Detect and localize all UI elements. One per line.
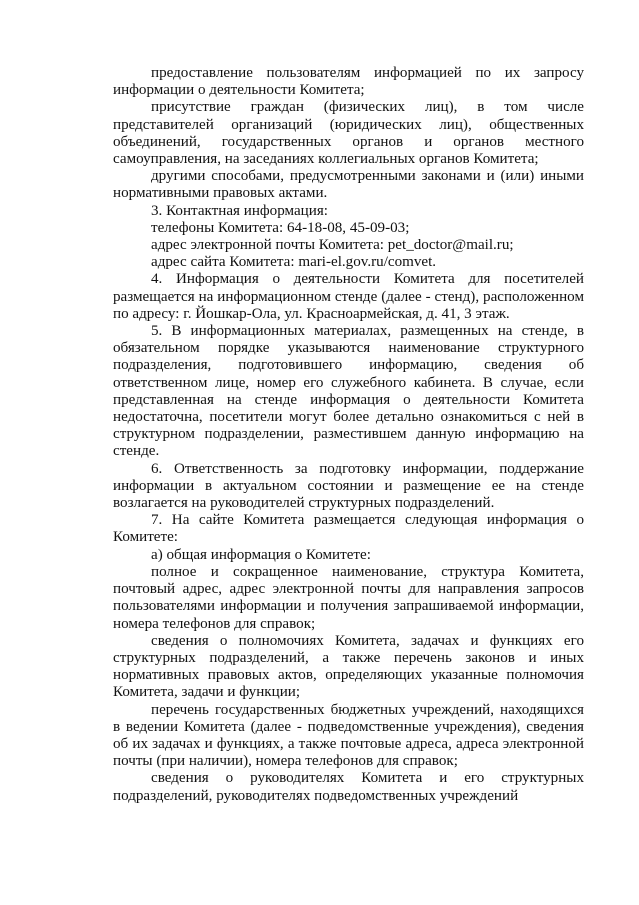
paragraph-provision-on-request: предоставление пользователям информацией по их запросу информации о деятельности Комитета; xyxy=(113,65,584,99)
document-body xyxy=(113,65,584,805)
paragraph-other-methods: другими способами, предусмотренными законами и (или) иными нормативными правовых актами. xyxy=(113,168,584,202)
paragraph-stand-location: 4. Информация о деятельности Комитета для посетителей размещается на информационном стенде (далее - стенд), расположенном по адресу: г. Йошкар-Ола, ул. Красноармейская, д. 41, 3 этаж. xyxy=(113,271,584,322)
paragraph-names-structure: полное и сокращенное наименование, структура Комитета, почтовый адрес, адрес электронной почты для направления запросов пользователями информации и получения запрашиваемой информации, номера телефонов для справок; xyxy=(113,563,584,632)
paragraph-institutions-list: перечень государственных бюджетных учреждений, находящихся в ведении Комитета (далее - подведомственные учреждения), сведения об их задачах и функциях, а также почтовые адреса, адреса электронной почты (при наличии), номера телефонов для справок; xyxy=(113,701,584,770)
paragraph-phones: телефоны Комитета: 64-18-08, 45-09-03; xyxy=(151,219,410,236)
paragraph-stand-materials: 5. В информационных материалах, размещенных на стенде, в обязательном порядке указываются наименование структурного подразделения, подготовившего информацию, сведения об ответственном лице, номер его служебного кабинета. В случае, если представленная на стенде информация о деятельности Комитета недостаточна, посетители могут более детально ознакомиться с ней в структурном подразделении, разместившем данную информацию на стенде. xyxy=(113,323,584,460)
paragraph-website: адрес сайта Комитета: mari-el.gov.ru/comvet. xyxy=(151,254,437,271)
paragraph-general-info: а) общая информация о Комитете: xyxy=(151,546,371,563)
paragraph-heads-info: сведения о руководителях Комитета и его структурных подразделений, руководителях подведомственных учреждений xyxy=(113,770,584,804)
paragraph-powers: сведения о полномочиях Комитета, задачах и функциях его структурных подразделений, а также перечень законов и иных нормативных правовых актов, определяющих указанные полномочия Комитета, задачи и функции; xyxy=(113,632,584,701)
paragraph-site-info: 7. На сайте Комитета размещается следующая информация о Комитете: xyxy=(113,512,584,546)
paragraph-contact-heading: 3. Контактная информация: xyxy=(151,202,328,219)
paragraph-email: адрес электронной почты Комитета: pet_doctor@mail.ru; xyxy=(151,237,514,254)
paragraph-citizen-presence: присутствие граждан (физических лиц), в том числе представителей организаций (юридических лиц), общественных объединений, государственных органов и органов местного самоуправления, на заседаниях коллегиальных органов Комитета; xyxy=(113,99,584,168)
paragraph-responsibility: 6. Ответственность за подготовку информации, поддержание информации в актуальном состоянии и размещение ее на стенде возлагается на руководителей структурных подразделений. xyxy=(113,460,584,512)
